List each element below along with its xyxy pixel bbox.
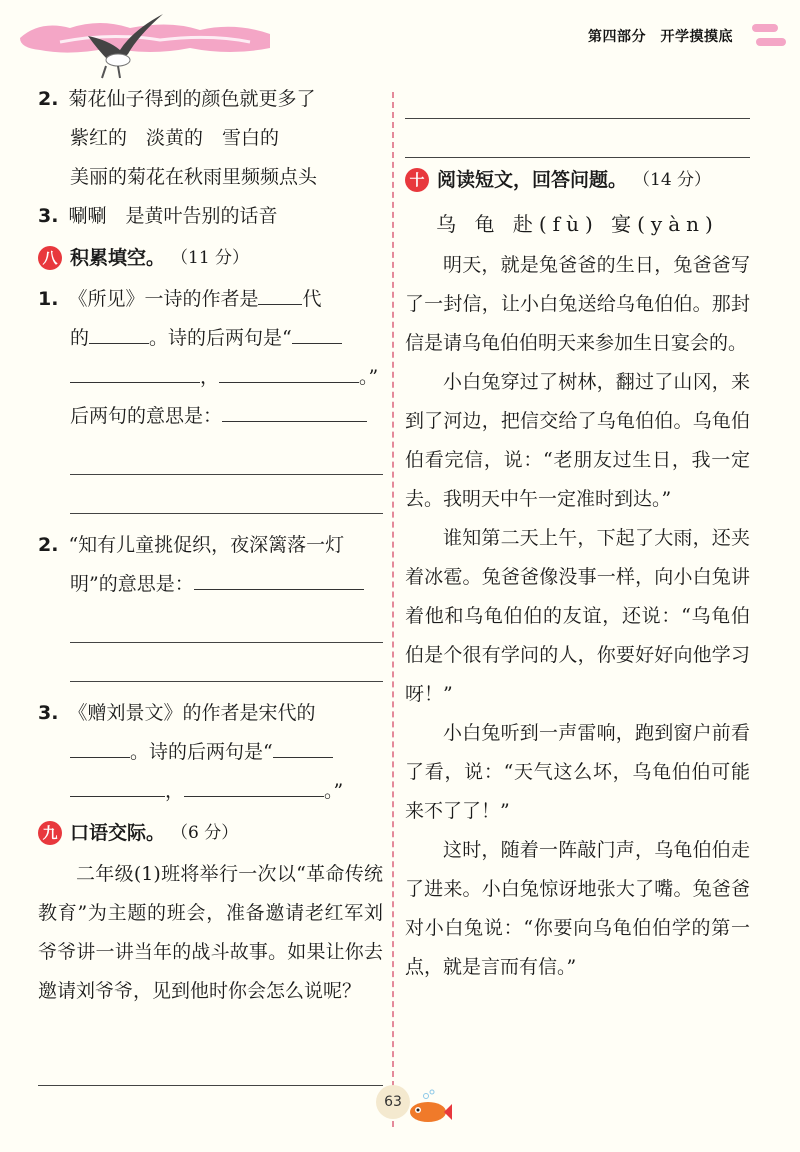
section-9-points: （6 分）: [171, 822, 239, 843]
section-9-title: 口语交际。: [70, 821, 166, 844]
story-paragraph-3: 谁知第二天上午，下起了大雨，还夹着冰雹。兔爸爸像没事一样，向小白兔讲着他和乌龟伯伯的友谊，还说：“乌龟伯伯是个很有学问的人，你要好好向他学习呀！”: [405, 527, 750, 705]
s8q1-line2: 的 。诗的后两句是“: [38, 319, 383, 358]
q2-line3: 美丽的菊花在秋雨里频频点头: [70, 166, 318, 188]
blank-line3-start[interactable]: [292, 325, 342, 344]
blank-line3[interactable]: [70, 364, 200, 383]
blank-line4[interactable]: [219, 364, 359, 383]
blank-author[interactable]: [89, 325, 149, 344]
seagull-icon: [78, 6, 168, 82]
answer-line[interactable]: [38, 1047, 383, 1086]
section-10-badge: 十: [405, 168, 429, 192]
blank-dynasty-author[interactable]: [70, 739, 130, 758]
section-10-points: （14 分）: [633, 169, 712, 190]
story-paragraph-1: 明天，就是兔爸爸的生日，兔爸爸写了一封信，让小白兔送给乌龟伯伯。那封信是请乌龟伯伯明天来参加生日宴会的。: [405, 254, 750, 354]
section-9-heading: [38, 813, 383, 853]
answer-line[interactable]: [405, 119, 750, 158]
s8q3-line3: ， 。”: [38, 772, 383, 811]
story-paragraph-5: 这时，随着一阵敲门声，乌龟伯伯走了进来。小白兔惊讶地张大了嘴。兔爸爸对小白兔说：“你要向乌龟伯伯学的第一点，就是言而有信。”: [405, 839, 750, 978]
fish-submarine-icon: [404, 1088, 452, 1126]
blank-meaning[interactable]: [222, 403, 367, 422]
blank-poem-start[interactable]: [273, 739, 333, 758]
section-10-title: 阅读短文，回答问题。: [437, 168, 628, 191]
s8q3-line1: 3. 《赠刘景文》的作者是宋代的: [38, 702, 316, 724]
header-title: 第四部分 开学摸摸底: [588, 29, 733, 45]
s8q1-meaning: 后两句的意思是：: [38, 397, 383, 436]
page-number: 63: [376, 1085, 410, 1119]
s8q3-line2: 。诗的后两句是“: [38, 733, 383, 772]
blank-dynasty[interactable]: [258, 286, 302, 305]
section-9-badge: 九: [38, 821, 62, 845]
q3-line: 3. 唰唰 是黄叶告别的话音: [38, 205, 278, 227]
right-column: [405, 80, 750, 987]
blank-meaning-2[interactable]: [194, 571, 364, 590]
story-paragraph-4: 小白兔听到一声雷响，跑到窗户前看了看，说：“天气这么坏，乌龟伯伯可能来不了了！”: [405, 722, 750, 822]
section-8-title: 积累填空。: [70, 246, 166, 269]
s8q1-line1: 1. 《所见》一诗的作者是 代: [38, 288, 322, 310]
section-8-heading: [38, 238, 383, 278]
section-9-prompt: 二年级(1)班将举行一次以“革命传统教育”为主题的班会，准备邀请老红军刘爷爷讲一讲当年的战斗故事。如果让你去邀请刘爷爷，见到他时你会怎么说呢？: [38, 863, 383, 1002]
blank-poem-1[interactable]: [70, 778, 165, 797]
header-decoration-icon: [752, 18, 786, 58]
s8q2-line2: 明”的意思是：: [38, 565, 383, 604]
left-column: [38, 80, 383, 1086]
section-8-points: （11 分）: [171, 247, 250, 268]
section-10-heading: [405, 160, 750, 200]
answer-line[interactable]: [70, 643, 383, 682]
q2-line2: 紫红的 淡黄的 雪白的: [70, 127, 280, 149]
answer-line[interactable]: [70, 475, 383, 514]
answer-line[interactable]: [70, 436, 383, 475]
s8q1-line3: ， 。”: [38, 358, 383, 397]
story-title: 乌 龟 赴(fù) 宴(yàn): [436, 212, 719, 236]
column-divider: [392, 92, 394, 1127]
answer-line[interactable]: [405, 80, 750, 119]
story-paragraph-2: 小白兔穿过了树林，翻过了山冈，来到了河边，把信交给了乌龟伯伯。乌龟伯伯看完信，说：“老朋友过生日，我一定去。我明天中午一定准时到达。”: [405, 371, 750, 510]
blank-poem-2[interactable]: [184, 778, 324, 797]
answer-line[interactable]: [70, 604, 383, 643]
s8q2-line1: 2. “知有儿童挑促织，夜深篱落一灯: [38, 534, 345, 556]
q2-line1: 2. 菊花仙子得到的颜色就更多了: [38, 88, 316, 110]
section-8-badge: 八: [38, 246, 62, 270]
